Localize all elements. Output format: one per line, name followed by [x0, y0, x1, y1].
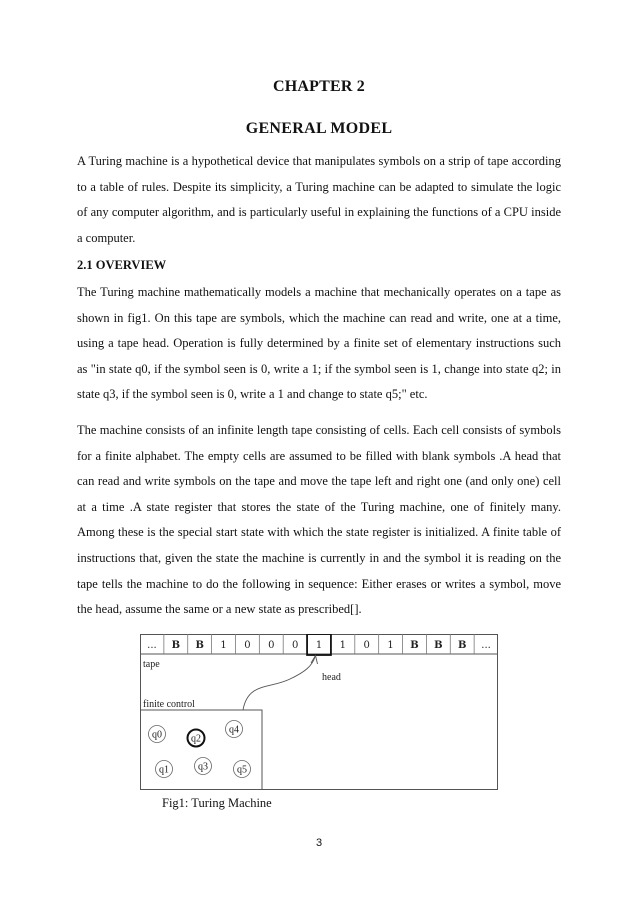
state-label-q3: q3: [198, 761, 208, 773]
tape-label: tape: [143, 659, 160, 670]
tape-cell-symbol: 1: [315, 640, 323, 651]
overview-paragraph-1: The Turing machine mathematically models a machine that mechanically operates on a tape as shown in fig1. On this tape are symbols, which the machine can read and write, one at a time, using a tape head. Operation is fully determined by a finite set of elementary instructions such as "in state q0, if the symbol seen is 0, write a 1; if the symbol seen is 1, change into state q2; in state q3, if the symbol seen is 0, write a 1 and change to state q5;" etc.: [77, 285, 561, 402]
figure-frame: [141, 635, 498, 790]
tape-cell-symbol: 0: [363, 640, 370, 651]
tape-cell-symbol: 1: [387, 640, 394, 651]
tape-cell-symbol: ...: [147, 640, 157, 651]
tape-cell-symbol: 0: [244, 640, 251, 651]
tape-cell-symbol: ...: [481, 640, 491, 651]
intro-paragraph: A Turing machine is a hypothetical device that manipulates symbols on a strip of tape according to a table of rules. Despite its simplicity, a Turing machine can be adapted to simulate the logic of any computer algorithm, and is particularly useful in explaining the functions of a CPU inside a computer.: [77, 154, 561, 245]
state-label-q2: q2: [191, 733, 201, 745]
turing-machine-figure: [140, 634, 498, 790]
tape-cell-symbol: 0: [268, 640, 275, 651]
section-heading: 2.1 OVERVIEW: [77, 258, 167, 272]
finite-control-label: finite control: [143, 699, 195, 710]
tape-cell-symbol: 1: [220, 640, 227, 651]
tape-cell-symbol: 1: [339, 640, 347, 651]
state-label-q5: q5: [237, 764, 247, 776]
chapter-label: CHAPTER 2: [272, 78, 366, 95]
tape-cell-symbol: B: [171, 640, 181, 651]
tape-cell-symbol: B: [434, 640, 443, 651]
state-label-q4: q4: [229, 724, 239, 736]
page-number: 3: [315, 837, 323, 849]
overview-paragraph-2: The machine consists of an infinite length tape consisting of cells. Each cell consists of symbols for a finite alphabet. The empty cells are assumed to be filled with blank symbols .A head that can read and write symbols on the tape and move the tape left and right one (and only one) cell at a time .A state register that stores the state of the Turing machine, one of finitely many. Among these is the special start state with which the state register is initialized. A finite table of instructions that, given the state the machine is currently in and the symbol it is reading on the tape tells the machine to do the following in sequence: Either erases or writes a symbol, move the head, assume the same or a new state as prescribed[].: [77, 423, 561, 617]
state-label-q0: q0: [152, 729, 162, 741]
tape-cell-symbol: B: [410, 640, 419, 651]
tape-cell-symbol: B: [195, 640, 204, 651]
state-label-q1: q1: [159, 764, 169, 776]
chapter-title: GENERAL MODEL: [245, 120, 393, 137]
figure-caption: Fig1: Turing Machine: [162, 796, 272, 810]
tape-cell-symbol: B: [457, 640, 467, 651]
head-label: head: [322, 672, 341, 683]
tape-cell-symbol: 0: [291, 640, 299, 651]
